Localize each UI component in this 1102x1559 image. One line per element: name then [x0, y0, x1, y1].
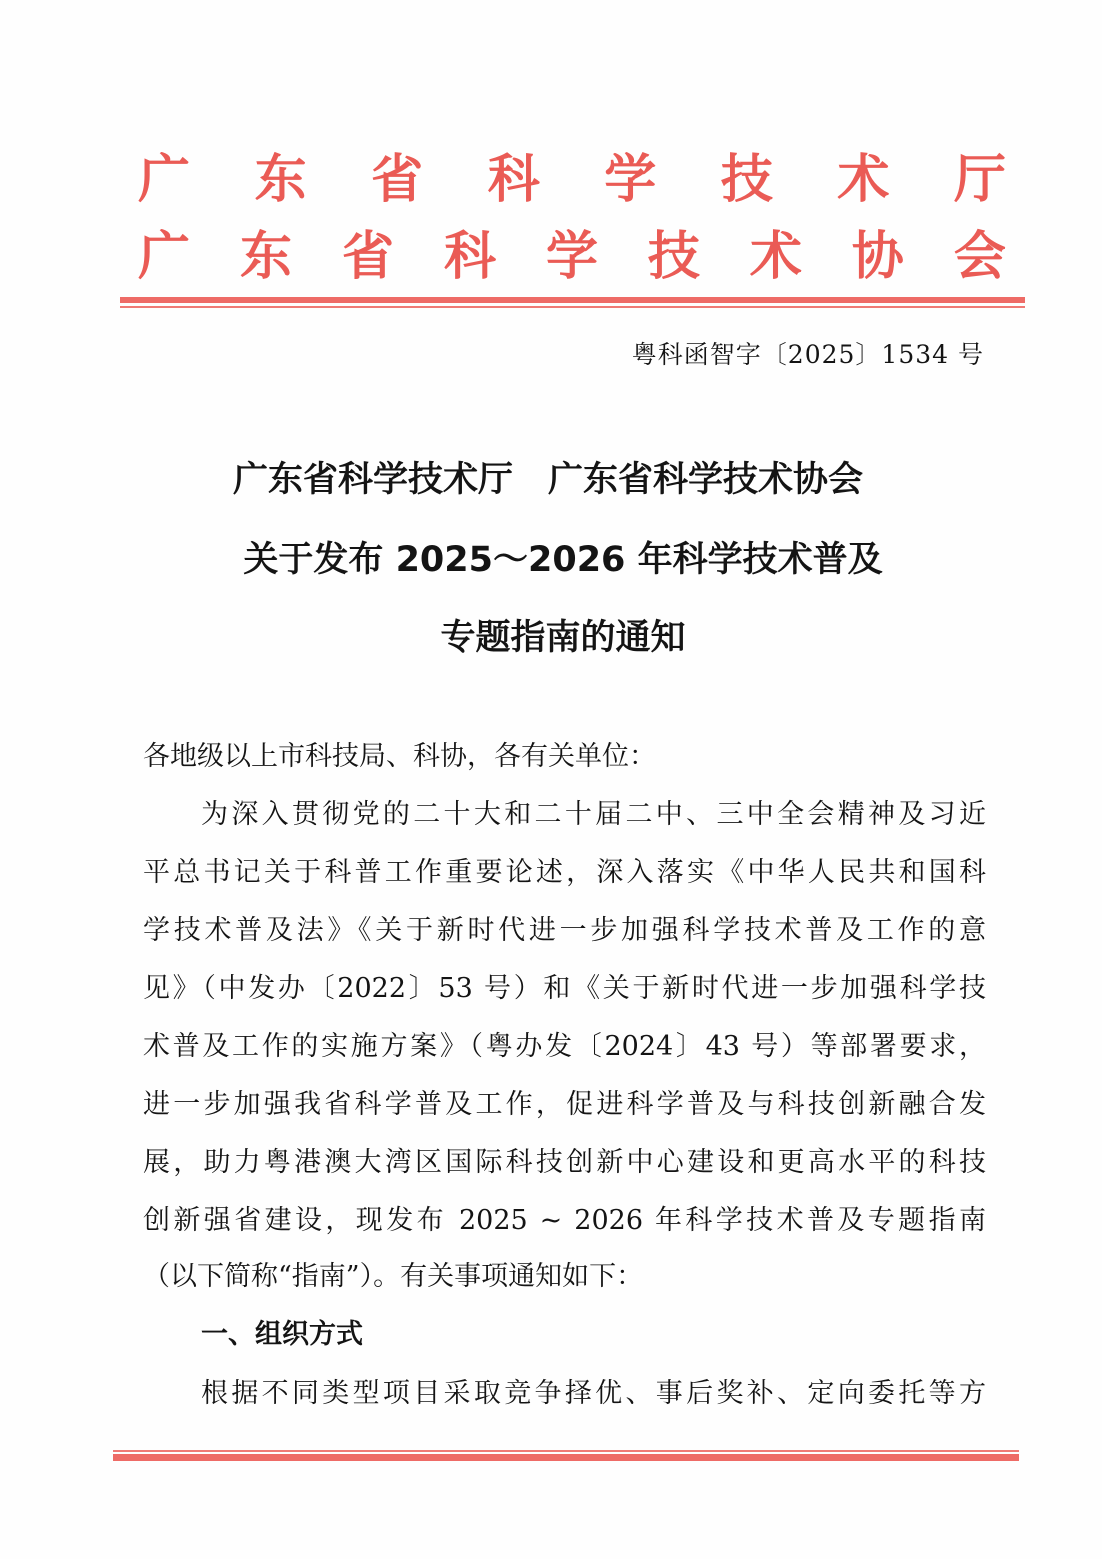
letterhead-char: 省: [341, 227, 394, 287]
letterhead-char: 厅: [953, 150, 1006, 210]
divider-thin-line: [120, 306, 1025, 308]
body-line: 展，助力粤港澳大湾区国际科技创新中心建设和更高水平的科技: [143, 1147, 986, 1178]
document-title-line-2: 关于发布 2025～2026 年科学技术普及: [243, 540, 883, 580]
body-line: 平总书记关于科普工作重要论述，深入落实《中华人民共和国科: [143, 857, 986, 888]
body-line: 进一步加强我省科学普及工作，促进科学普及与科技创新融合发: [143, 1089, 986, 1120]
letterhead-char: 科: [443, 227, 496, 287]
document-number: 粤科函智字〔2025〕1534 号: [631, 340, 984, 369]
page-footer-divider: [113, 1450, 1019, 1464]
salutation: 各地级以上市科技局、科协，各有关单位：: [143, 741, 656, 772]
letterhead-char: 科: [487, 150, 540, 210]
body-line: （以下简称“指南”）。有关事项通知如下：: [143, 1261, 644, 1292]
letterhead-char: 术: [837, 150, 890, 210]
document-title-line-3: 专题指南的通知: [440, 618, 686, 658]
letterhead-org-science-technology-department: [138, 150, 1006, 210]
letterhead-char: 学: [604, 150, 657, 210]
divider-thick-line: [113, 1454, 1019, 1461]
body-line: 为深入贯彻党的二十大和二十届二中、三中全会精神及习近: [201, 799, 986, 830]
body-line: 术普及工作的实施方案》（粤办发〔2024〕43 号）等部署要求，: [143, 1031, 986, 1062]
body-line: 根据不同类型项目采取竞争择优、事后奖补、定向委托等方: [201, 1378, 986, 1409]
letterhead-org-science-technology-association: [138, 227, 1006, 287]
letterhead-char: 省: [371, 150, 424, 210]
document-title-line-1: 广东省科学技术厅 广东省科学技术协会: [232, 460, 863, 500]
divider-thin-line: [113, 1450, 1019, 1452]
letterhead-char: 会: [953, 227, 1006, 287]
letterhead-char: 东: [254, 150, 307, 210]
letterhead-divider-top: [120, 297, 1025, 311]
divider-thick-line: [120, 297, 1025, 303]
letterhead-char: 东: [239, 227, 292, 287]
body-line: 见》（中发办〔2022〕53 号）和《关于新时代进一步加强科学技: [143, 973, 986, 1004]
letterhead-char: 技: [647, 227, 700, 287]
letterhead-char: 广: [138, 150, 191, 210]
body-line: 创新强省建设，现发布 2025 ~ 2026 年科学技术普及专题指南: [143, 1205, 986, 1236]
letterhead-char: 协: [851, 227, 904, 287]
body-line: 学技术普及法》《关于新时代进一步加强科学技术普及工作的意: [143, 915, 986, 946]
letterhead-char: 术: [749, 227, 802, 287]
section-heading-organization-method: 一、组织方式: [201, 1319, 363, 1350]
letterhead-char: 技: [720, 150, 773, 210]
letterhead-char: 广: [138, 227, 191, 287]
letterhead-char: 学: [545, 227, 598, 287]
